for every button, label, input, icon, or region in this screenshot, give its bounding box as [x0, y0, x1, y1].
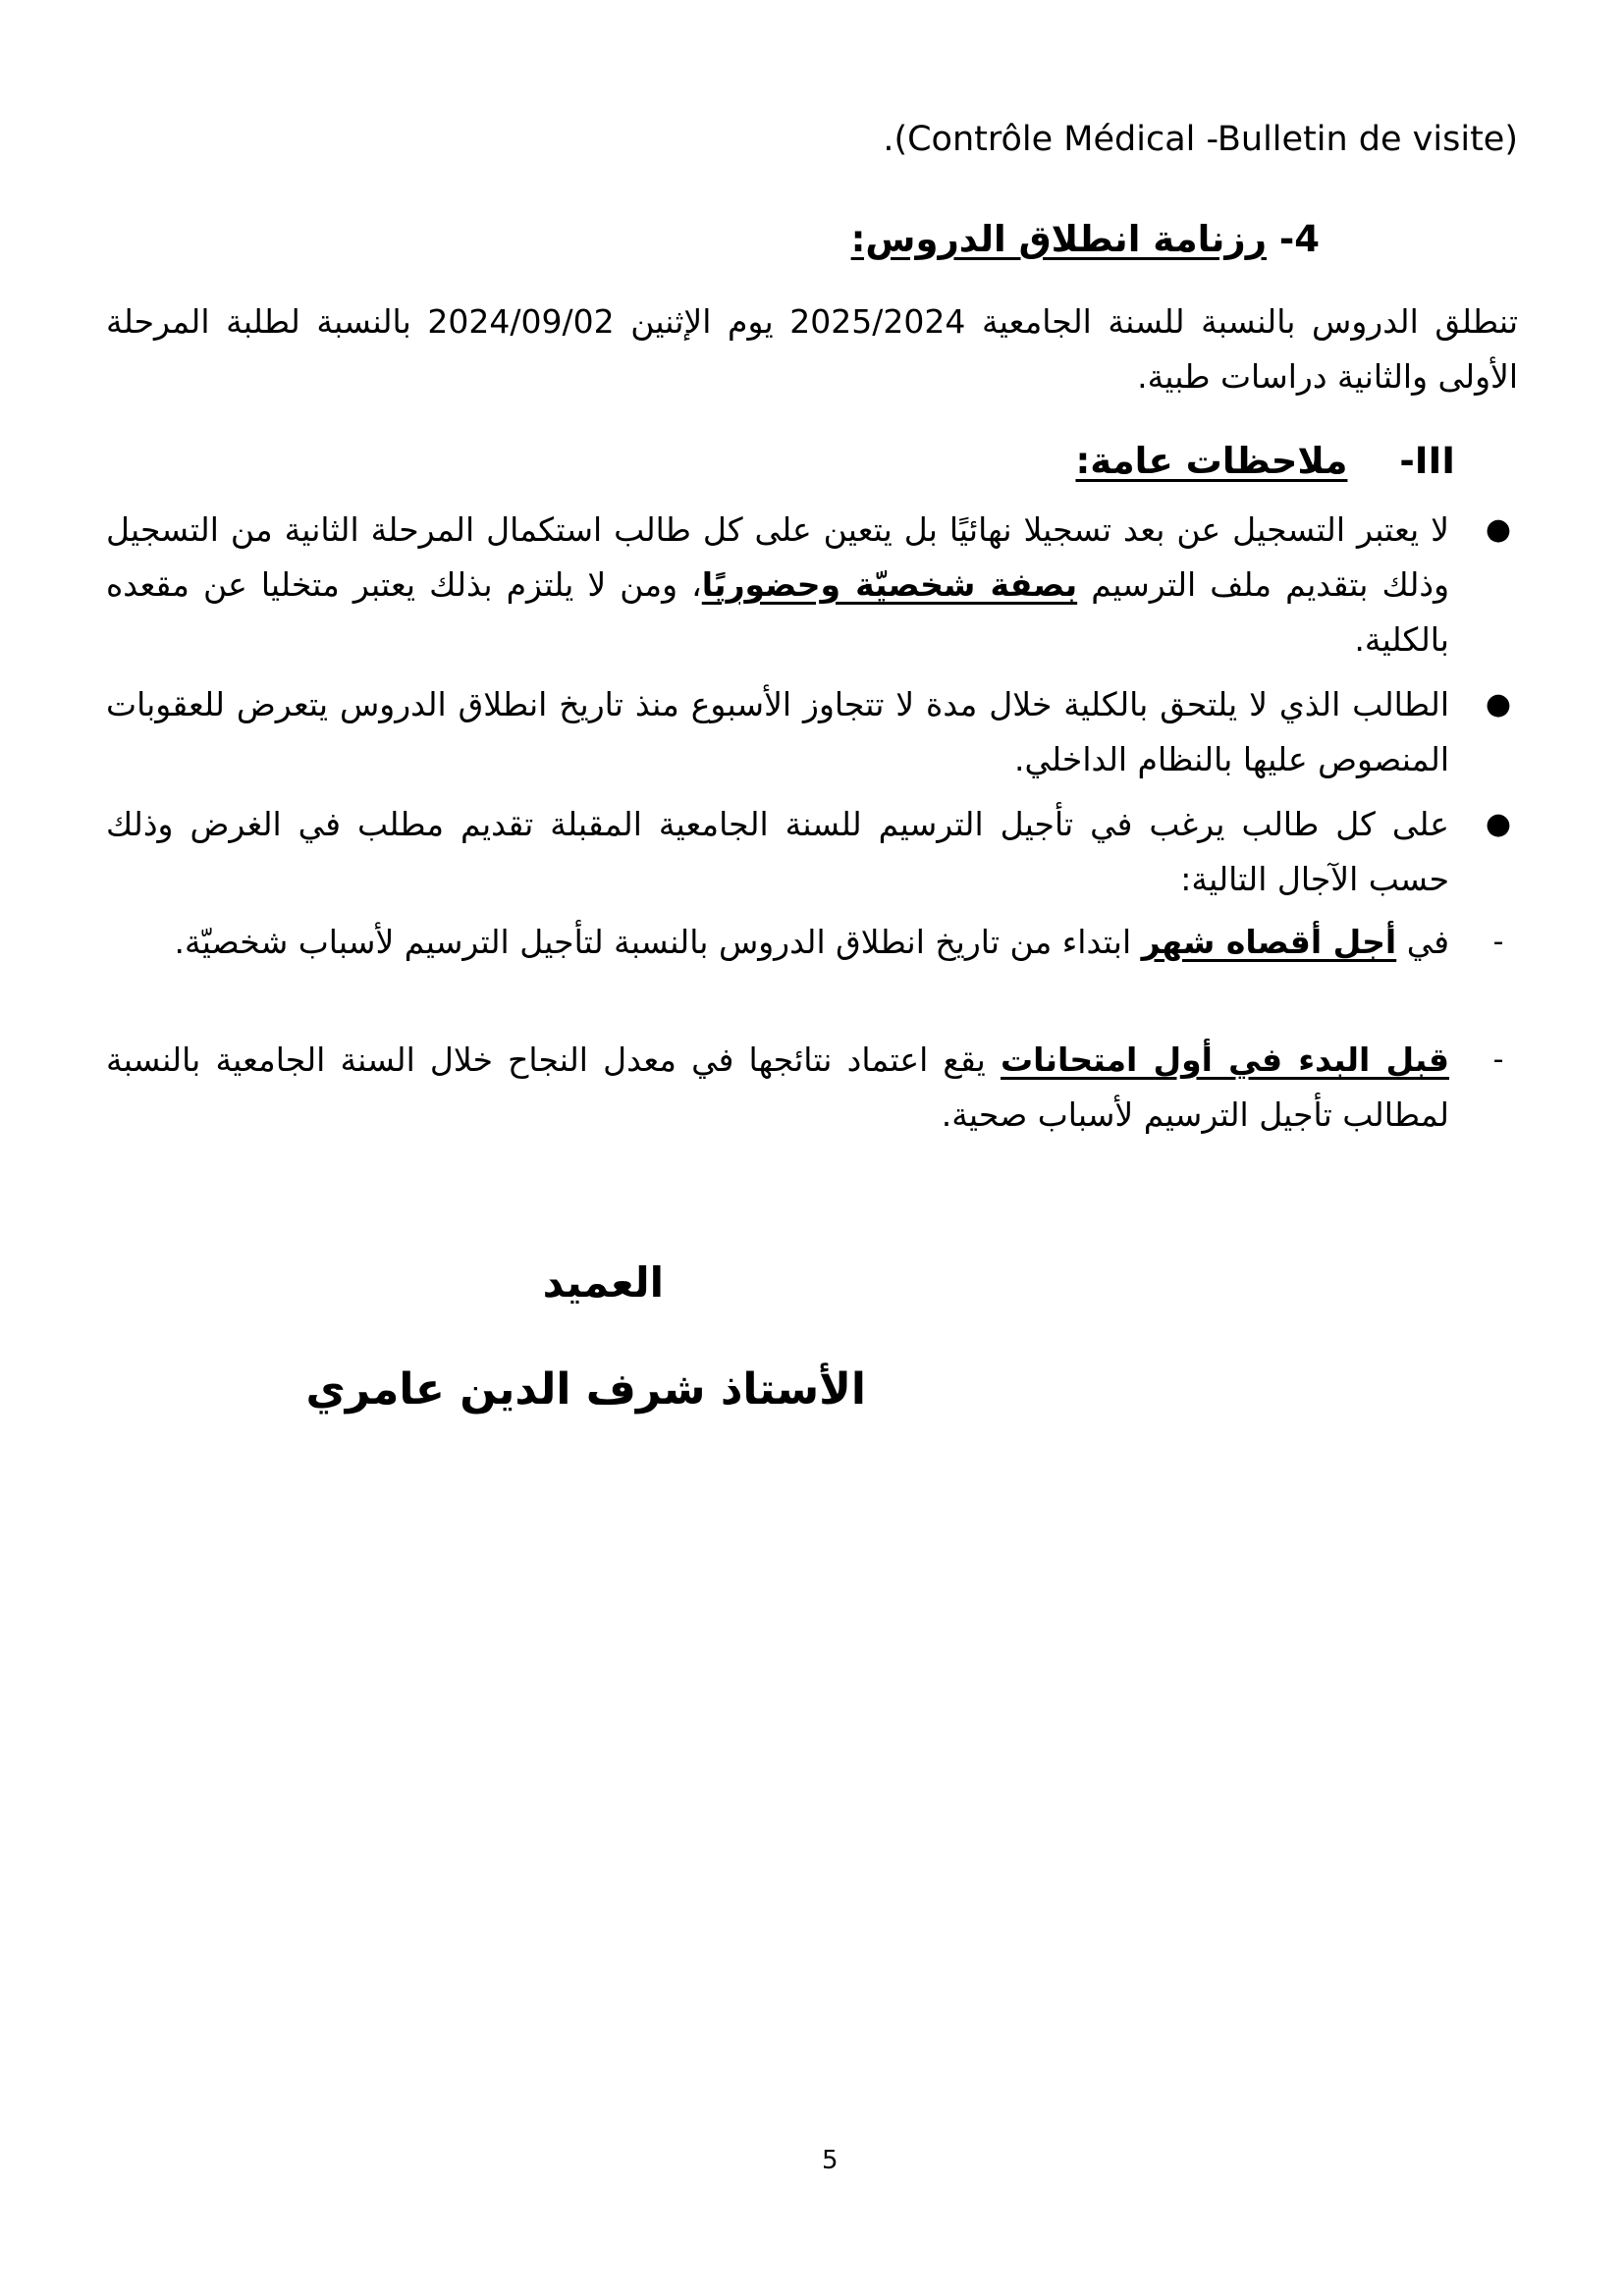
section-3-title: ملاحظات عامة: — [1075, 440, 1348, 482]
courses-start-paragraph: تنطلق الدروس بالنسبة للسنة الجامعية 2025/2024 يوم الإثنين 2024/09/02 بالنسبة لطلبة المرحلة الأولى والثانية دراسات طبية. — [106, 302, 1519, 396]
signature-name: الأستاذ شرف الدين عامري — [305, 1364, 866, 1415]
list-item-text-part: ، ومن لا يلتزم بذلك يعتبر متخليا عن مقعده بالكلية. — [106, 565, 1449, 659]
section-3-number: III- — [1399, 440, 1455, 482]
list-item-text — [106, 915, 1449, 970]
bullet-marker: ● — [1485, 512, 1512, 547]
list-item-emphasis: قبل البدء في أول امتحانات — [1001, 1041, 1449, 1079]
section-3-heading — [1075, 440, 1455, 482]
list-item-emphasis: أجل أقصاه شهر — [1141, 923, 1397, 961]
list-item-text: الطالب الذي لا يلتحق بالكلية خلال مدة لا تتجاوز الأسبوع منذ تاريخ انطلاق الدروس يتعرض للعقوبات المنصوص عليها بالنظام الداخلي. — [106, 685, 1449, 778]
list-item-text-part: يقع اعتماد نتائجها في معدل النجاح خلال السنة الجامعية بالنسبة لمطالب تأجيل الترسيم لأسباب صحية. — [106, 1041, 1449, 1134]
bullet-marker: ● — [1485, 687, 1512, 721]
dash-marker: - — [1492, 1042, 1504, 1077]
french-reference-line: .(Contrôle Médical -Bulletin de visite) — [883, 120, 1518, 159]
section-4-number: 4- — [1278, 218, 1320, 260]
page-number: 5 — [822, 2146, 839, 2175]
list-item-emphasis: بصفة شخصيّة وحضوريًا — [701, 565, 1078, 604]
bullet-marker: ● — [1485, 807, 1512, 841]
dash-marker: - — [1492, 925, 1504, 959]
signature-title: العميد — [542, 1258, 664, 1307]
list-item-text: على كل طالب يرغب في تأجيل الترسيم للسنة الجامعية المقبلة تقديم مطلب في الغرض وذلك حسب الآجال التالية: — [106, 805, 1449, 898]
list-item-text-part: لا يعتبر التسجيل عن بعد تسجيلا نهائيًا بل يتعين على كل طالب استكمال المرحلة الثانية من التسجيل وذلك بتقديم ملف الترسيم — [106, 510, 1450, 604]
list-item-text-part: في — [1396, 923, 1449, 961]
list-item-text — [106, 503, 1449, 667]
section-4-title: رزنامة انطلاق الدروس: — [850, 218, 1267, 260]
section-4-heading — [851, 218, 1320, 260]
list-item-text — [106, 1033, 1449, 1143]
list-item-text-part: ابتداء من تاريخ انطلاق الدروس بالنسبة لتأجيل الترسيم لأسباب شخصيّة. — [174, 923, 1142, 961]
